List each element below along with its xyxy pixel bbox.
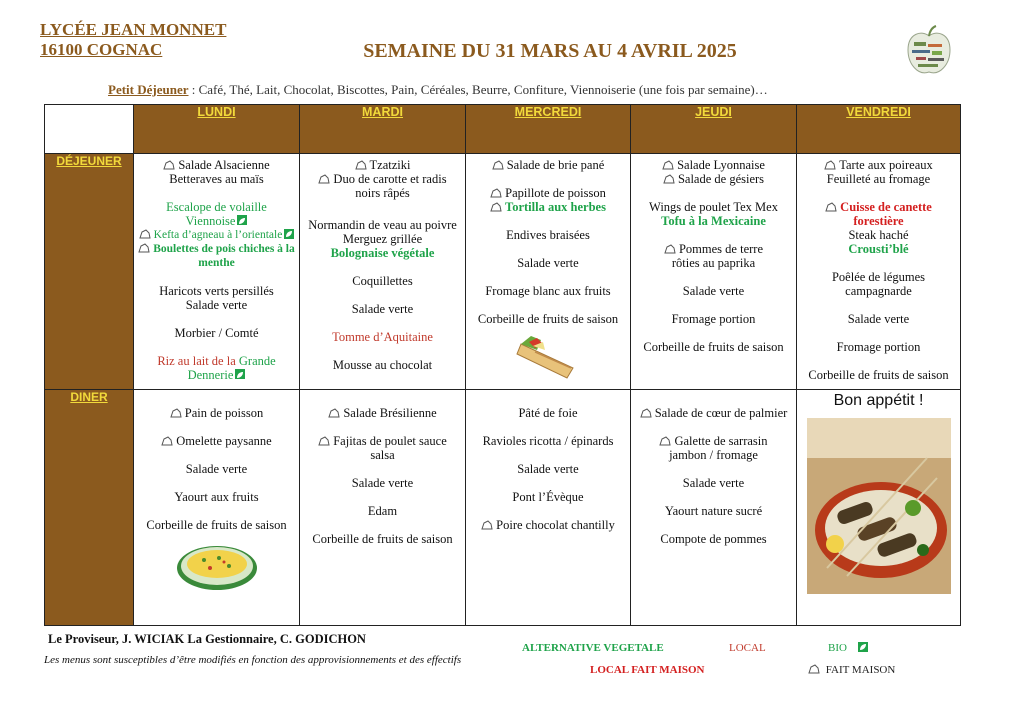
- menu-item: Papillote de poisson: [466, 186, 630, 200]
- lunch-mercredi: [466, 154, 631, 390]
- bon-appetit-text: Bon appétit !: [833, 392, 924, 409]
- menu-item: Tofu à la Mexicaine: [661, 214, 766, 228]
- school-city: 16100 COGNAC: [40, 40, 163, 59]
- menu-item: Salade verte: [517, 462, 579, 476]
- menu-item: Yaourt nature sucré: [664, 504, 763, 518]
- menu-item: Viennoise: [134, 214, 299, 228]
- menu-item: Salade verte: [351, 302, 414, 316]
- legend-local: LOCAL: [729, 642, 766, 654]
- day-header-mercredi: MERCREDI: [466, 105, 631, 154]
- menu-item: Fajitas de poulet sauce salsa: [300, 434, 465, 462]
- legend-bio: BIO: [828, 642, 868, 654]
- menu-item: Boulettes de pois chiches à la menthe: [134, 242, 299, 270]
- day-header-mardi: MARDI: [300, 105, 466, 154]
- lunch-row: [45, 154, 961, 390]
- menu-item: Salade verte: [185, 462, 248, 476]
- menu-item: Salade Lyonnaise: [631, 158, 796, 172]
- menu-item: Riz au lait de la Grande Dennerie: [157, 354, 276, 382]
- apple-logo-icon: [902, 24, 956, 78]
- dinner-mercredi: [466, 390, 631, 626]
- dinner-lundi: [134, 390, 300, 626]
- menu-item: Pont l’Évèque: [512, 490, 584, 504]
- bio-leaf-icon: [237, 215, 247, 225]
- lunch-jeudi: [631, 154, 797, 390]
- row-label-dinner: DINER: [45, 390, 134, 626]
- menu-item: Galette de sarrasin jambon / fromage: [631, 434, 796, 462]
- bio-leaf-icon: [235, 369, 245, 379]
- breakfast-label: Petit Déjeuner: [108, 82, 189, 97]
- school-name: LYCÉE JEAN MONNET: [40, 20, 227, 39]
- fait-maison-icon: [490, 201, 502, 211]
- day-header-lundi: LUNDI: [134, 105, 300, 154]
- omelette-image: [134, 536, 299, 597]
- menu-item: Tzatziki: [300, 158, 465, 172]
- menu-item: Duo de carotte et radis noirs râpés: [300, 172, 465, 200]
- row-label-lunch: DÉJEUNER: [45, 154, 134, 390]
- wrap-image: [466, 332, 630, 385]
- fait-maison-icon: [663, 173, 675, 183]
- menu-item: Poêlée de légumes campagnarde: [831, 270, 926, 298]
- breakfast-text: : Café, Thé, Lait, Chocolat, Biscottes, Pain, Céréales, Beurre, Confiture, Viennoiserie (une fois par semaine)…: [188, 82, 768, 97]
- menu-item: Bolognaise végétale: [330, 246, 435, 260]
- menu-item: Compote de pommes: [660, 532, 767, 546]
- menu-item: Cuisse de canette forestière: [797, 200, 960, 228]
- menu-item: Feuilleté au fromage: [826, 172, 931, 186]
- menu-item: Fromage portion: [836, 340, 921, 354]
- fait-maison-icon: [640, 407, 652, 417]
- menu-item: Tomme d’Aquitaine: [332, 330, 433, 344]
- menu-item: Pâté de foie: [518, 406, 578, 420]
- menu-item: Endives braisées: [506, 228, 590, 242]
- menu-item: Corbeille de fruits de saison: [312, 532, 453, 546]
- menu-item: Edam: [367, 504, 398, 518]
- fait-maison-icon: [161, 435, 173, 445]
- fait-maison-icon: [163, 159, 175, 169]
- menu-item: Fromage blanc aux fruits: [485, 284, 611, 298]
- day-header-vendredi: VENDREDI: [797, 105, 961, 154]
- fait-maison-icon: [808, 664, 820, 674]
- legend-fait-maison: FAIT MAISON: [808, 664, 895, 676]
- bio-leaf-icon: [858, 642, 868, 652]
- breakfast-line: [108, 82, 768, 98]
- day-header-jeudi: JEUDI: [631, 105, 797, 154]
- fait-maison-icon: [662, 159, 674, 169]
- fait-maison-icon: [170, 407, 182, 417]
- fait-maison-icon: [492, 159, 504, 169]
- fait-maison-icon: [138, 243, 150, 253]
- fait-maison-icon: [318, 173, 330, 183]
- fait-maison-icon: [328, 407, 340, 417]
- menu-item: Corbeille de fruits de saison: [643, 340, 784, 354]
- menu-item: Salade Alsacienne: [134, 158, 299, 172]
- fait-maison-icon: [659, 435, 671, 445]
- brochettes-image: [797, 418, 960, 597]
- lunch-vendredi: [797, 154, 961, 390]
- fait-maison-icon: [318, 435, 330, 445]
- fait-maison-icon: [664, 243, 676, 253]
- dinner-row: [45, 390, 961, 626]
- menu-item: Betteraves au maïs: [169, 172, 264, 186]
- bio-leaf-icon: [284, 229, 294, 239]
- menu-item: Salade verte: [351, 476, 414, 490]
- fait-maison-icon: [355, 159, 367, 169]
- menu-item: Ravioles ricotta / épinards: [482, 434, 614, 448]
- menu-item: Corbeille de fruits de saison: [808, 368, 949, 382]
- school-header: [40, 20, 226, 60]
- menu-item: Tarte aux poireaux: [797, 158, 960, 172]
- lunch-mardi: [300, 154, 466, 390]
- menu-table: [44, 104, 961, 626]
- menu-item: Salade de brie pané: [466, 158, 630, 172]
- menu-item: Haricots verts persillés: [159, 284, 274, 298]
- fait-maison-icon: [139, 229, 151, 239]
- menu-item: Pommes de terre rôties au paprika: [631, 242, 796, 270]
- menu-item: Pain de poisson: [134, 406, 299, 420]
- menu-item: Normandin de veau au poivre: [308, 218, 457, 232]
- legend-local-fait-maison: LOCAL FAIT MAISON: [590, 664, 705, 676]
- fait-maison-icon: [825, 201, 837, 211]
- menu-item: Escalope de volaille: [166, 200, 267, 214]
- menu-item: Omelette paysanne: [134, 434, 299, 448]
- menu-item: Merguez grillée: [342, 232, 423, 246]
- menu-item: Yaourt aux fruits: [174, 490, 259, 504]
- menu-item: Corbeille de fruits de saison: [477, 312, 619, 326]
- legend-alternative-vegetale: ALTERNATIVE VEGETALE: [522, 642, 664, 654]
- menu-item: Kefta d’agneau à l’orientale: [134, 228, 299, 242]
- dinner-vendredi: [797, 390, 961, 626]
- lunch-lundi: [134, 154, 300, 390]
- menu-item: Mousse au chocolat: [332, 358, 433, 372]
- fait-maison-icon: [481, 519, 493, 529]
- menu-item: Salade Brésilienne: [300, 406, 465, 420]
- menu-item: Fromage portion: [671, 312, 756, 326]
- dinner-mardi: [300, 390, 466, 626]
- signatures: Le Proviseur, J. WICIAK La Gestionnaire, C. GODICHON: [48, 632, 366, 646]
- menu-item: Morbier / Comté: [174, 326, 259, 340]
- menu-item: Salade verte: [682, 476, 745, 490]
- fait-maison-icon: [824, 159, 836, 169]
- menu-item: Wings de poulet Tex Mex: [649, 200, 778, 214]
- menu-item: Salade de gésiers: [631, 172, 796, 186]
- menu-item: Tortilla aux herbes: [466, 200, 630, 214]
- week-title: SEMAINE DU 31 MARS AU 4 AVRIL 2025: [363, 40, 737, 62]
- menu-item: Salade de cœur de palmier: [631, 406, 796, 420]
- menu-item: Corbeille de fruits de saison: [146, 518, 287, 532]
- menu-item: Coquillettes: [352, 274, 413, 288]
- menu-item: Steak haché: [848, 228, 909, 242]
- menu-item: Crousti’blé: [848, 242, 909, 256]
- menu-item: Salade verte: [185, 298, 248, 312]
- menu-item: Poire chocolat chantilly: [466, 518, 630, 532]
- fait-maison-icon: [490, 187, 502, 197]
- disclaimer-note: Les menus sont susceptibles d’être modifiés en fonction des approvisionnements et des effectifs: [44, 654, 462, 666]
- corner-cell: [45, 105, 134, 154]
- menu-item: Salade verte: [847, 312, 910, 326]
- menu-item: Salade verte: [517, 256, 579, 270]
- day-header-row: [45, 105, 961, 154]
- menu-item: Salade verte: [682, 284, 745, 298]
- dinner-jeudi: [631, 390, 797, 626]
